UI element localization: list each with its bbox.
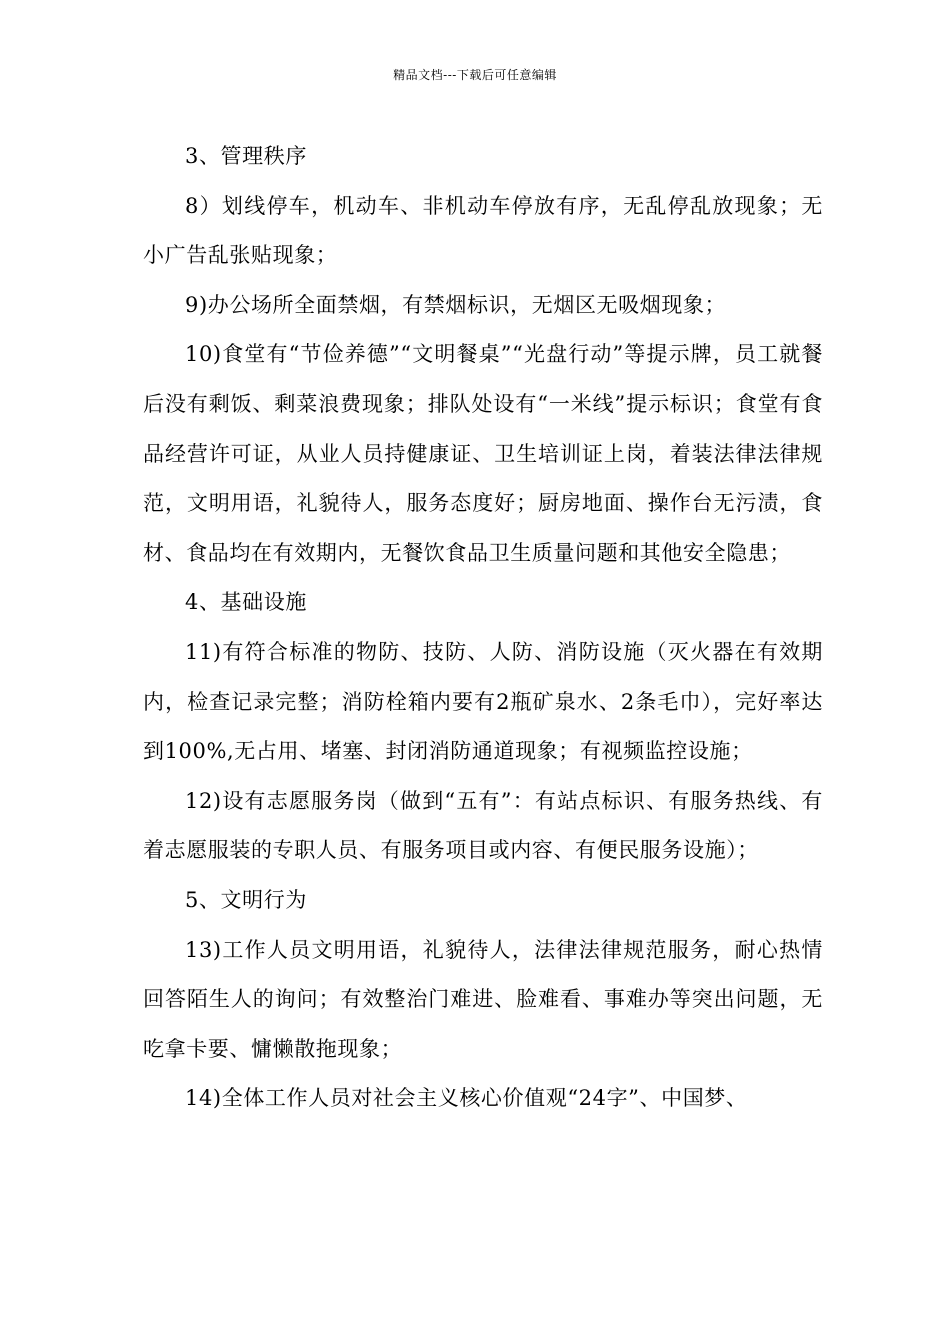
paragraph-item-11: 11)有符合标准的物防、技防、人防、消防设施（灭火器在有效期内，检查记录完整；消防栓箱内要有2瓶矿泉水、2条毛巾），完好率达到100%,无占用、堵塞、封闭消防通道现象；有视频监控设施； — [143, 639, 823, 764]
page-header: 精品文档---下载后可任意编辑 — [393, 68, 557, 82]
paragraph-item-13: 13)工作人员文明用语，礼貌待人，法律法律规范服务，耐心热情回答陌生人的询问；有效整治门难进、脸难看、事难办等突出问题，无吃拿卡要、慵懒散拖现象； — [143, 937, 823, 1061]
paragraph-item-12: 12)设有志愿服务岗（做到“五有”：有站点标识、有服务热线、有着志愿服装的专职人员、有服务项目或内容、有便民服务设施）； — [143, 788, 823, 863]
document-body — [143, 132, 823, 1124]
section-heading-infrastructure: 4、基础设施 — [185, 590, 307, 615]
paragraph-item-8: 8）划线停车，机动车、非机动车停放有序，无乱停乱放现象；无小广告乱张贴现象； — [143, 193, 823, 268]
paragraph-item-14: 14)全体工作人员对社会主义核心价值观“24字”、中国梦、 — [185, 1086, 748, 1111]
section-heading-management-order: 3、管理秩序 — [185, 144, 307, 168]
paragraph-item-10: 10)食堂有“节俭养德”“文明餐桌”“光盘行动”等提示牌，员工就餐后没有剩饭、剩菜浪费现象；排队处设有“一米线”提示标识；食堂有食品经营许可证，从业人员持健康证、卫生培训证上岗，着装法律法律规范，文明用语，礼貌待人，服务态度好；厨房地面、操作台无污渍，食材、食品均在有效期内，无餐饮食品卫生质量问题和其他安全隐患； — [143, 342, 823, 565]
section-heading-civilized-behavior: 5、文明行为 — [185, 887, 307, 912]
paragraph-item-9: 9)办公场所全面禁烟，有禁烟标识，无烟区无吸烟现象； — [185, 292, 727, 317]
